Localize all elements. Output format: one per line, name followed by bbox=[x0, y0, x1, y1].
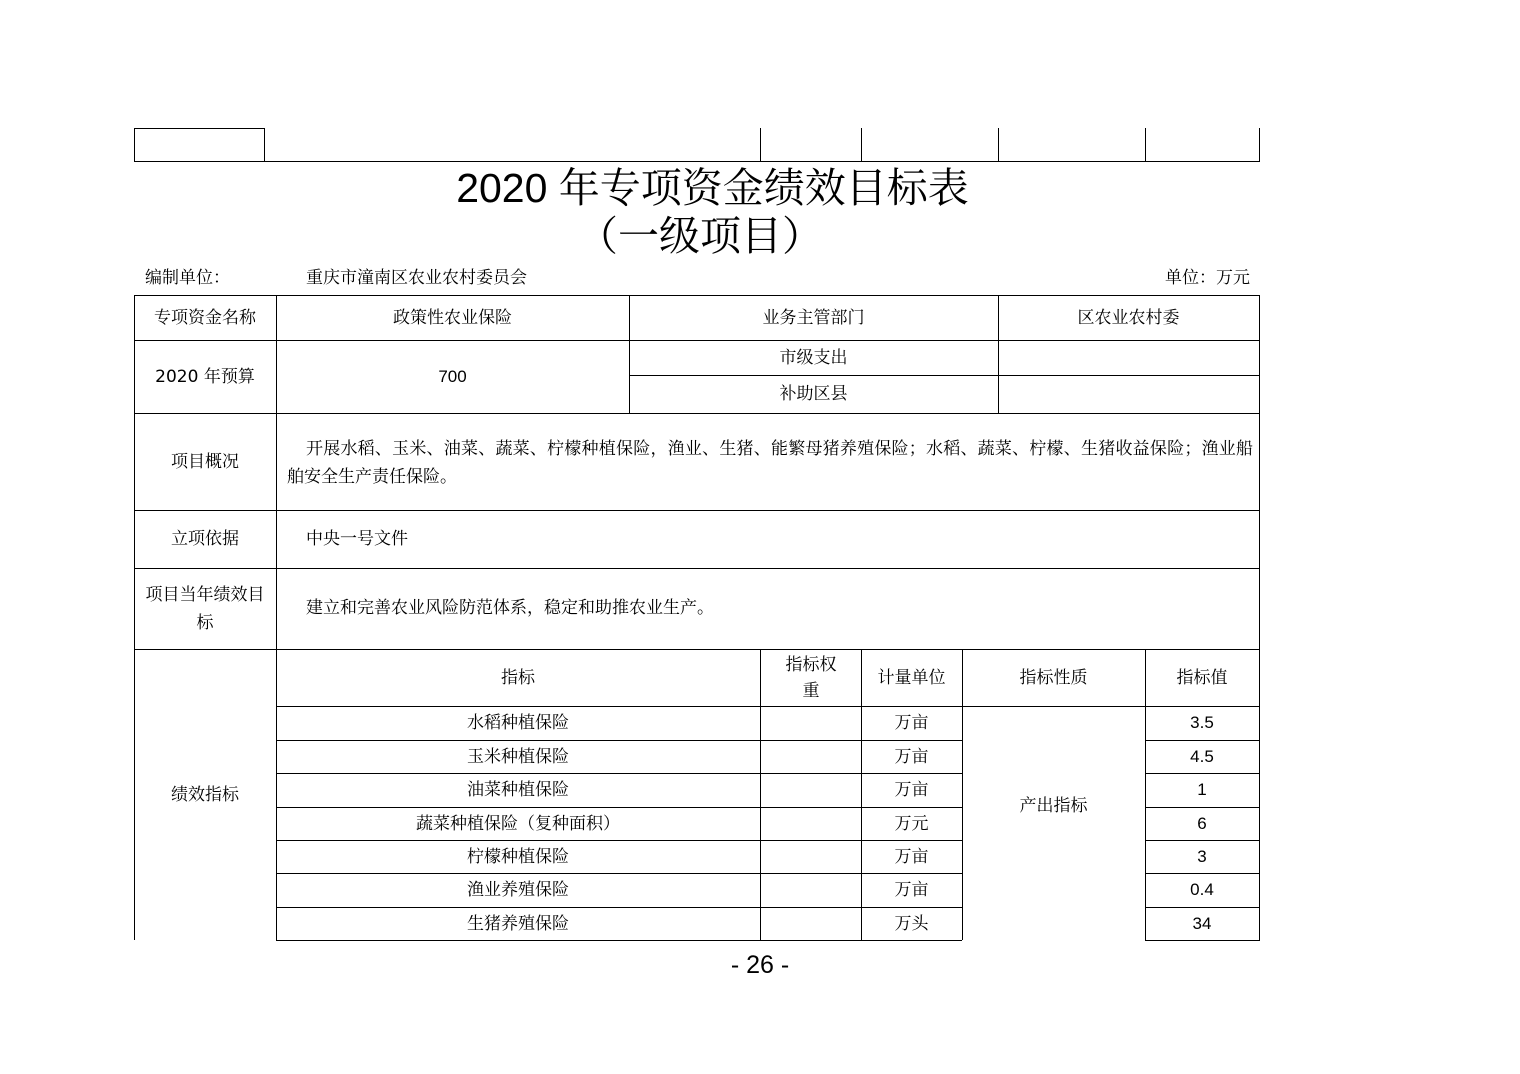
indicator-name: 玉米种植保险 bbox=[467, 746, 569, 767]
indicator-header-nature: 指标性质 bbox=[1019, 667, 1088, 688]
indicator-value: 34 bbox=[1192, 913, 1212, 933]
indicator-unit: 万亩 bbox=[894, 846, 929, 867]
unit-label: 单位：万元 bbox=[1165, 268, 1250, 288]
page-subtitle: （一级项目） bbox=[577, 213, 823, 259]
indicator-weight bbox=[760, 840, 861, 873]
indicator-header-name: 指标 bbox=[501, 667, 535, 688]
indicator-nature-group: 产出指标 bbox=[1019, 796, 1088, 816]
indicator-value: 3 bbox=[1197, 846, 1207, 866]
indicator-value: 3.5 bbox=[1190, 713, 1214, 732]
compiler-label: 编制单位： bbox=[145, 268, 230, 288]
overview-label: 项目概况 bbox=[171, 451, 239, 472]
indicator-unit: 万元 bbox=[894, 813, 929, 834]
dept-value: 区农业农村委 bbox=[1077, 307, 1180, 328]
indicator-weight bbox=[760, 907, 861, 940]
indicator-name: 油菜种植保险 bbox=[467, 780, 569, 800]
fund-name-label: 专项资金名称 bbox=[154, 307, 256, 328]
page-title: 2020 年专项资金绩效目标表 bbox=[456, 165, 969, 211]
county-subsidy-value bbox=[998, 375, 1259, 413]
indicator-header-weight: 指标权重 bbox=[785, 654, 837, 701]
budget-label: 2020 年预算 bbox=[155, 366, 255, 387]
city-expense-value bbox=[998, 340, 1259, 375]
basis-text: 中央一号文件 bbox=[306, 529, 408, 549]
indicator-name: 柠檬种植保险 bbox=[467, 846, 569, 867]
indicator-unit: 万亩 bbox=[894, 880, 929, 900]
fund-name-value: 政策性农业保险 bbox=[393, 307, 512, 328]
basis-label: 立项依据 bbox=[171, 529, 239, 549]
indicator-unit: 万亩 bbox=[894, 746, 929, 767]
indicator-name: 蔬菜种植保险（复种面积） bbox=[416, 813, 620, 834]
indicator-name: 生猪养殖保险 bbox=[467, 913, 569, 934]
county-subsidy-label: 补助区县 bbox=[779, 384, 848, 404]
page-number: - 26 - bbox=[730, 951, 790, 979]
indicator-header-unit: 计量单位 bbox=[877, 667, 946, 688]
indicator-value: 0.4 bbox=[1190, 880, 1214, 899]
indicator-weight bbox=[760, 740, 861, 773]
indicator-value: 1 bbox=[1197, 780, 1207, 799]
indicators-section-label: 绩效指标 bbox=[171, 784, 239, 805]
indicator-value: 4.5 bbox=[1190, 746, 1214, 766]
goal-text: 建立和完善农业风险防范体系，稳定和助推农业生产。 bbox=[306, 598, 714, 618]
dept-label: 业务主管部门 bbox=[762, 307, 865, 328]
indicator-name: 水稻种植保险 bbox=[467, 713, 569, 733]
city-expense-label: 市级支出 bbox=[779, 347, 848, 368]
goal-label: 项目当年绩效目标 bbox=[145, 584, 265, 633]
indicator-weight bbox=[760, 706, 861, 740]
indicator-name: 渔业养殖保险 bbox=[467, 880, 569, 900]
indicator-weight bbox=[760, 773, 861, 807]
indicator-unit: 万亩 bbox=[894, 780, 929, 800]
indicator-unit: 万头 bbox=[894, 913, 929, 934]
indicator-unit: 万亩 bbox=[894, 713, 929, 733]
overview-text: 开展水稻、玉米、油菜、蔬菜、柠檬种植保险，渔业、生猪、能繁母猪养殖保险；水稻、蔬菜、柠檬、生猪收益保险；渔业船舶安全生产责任保险。 bbox=[287, 439, 1253, 487]
indicator-value: 6 bbox=[1197, 813, 1207, 833]
compiler-value: 重庆市潼南区农业农村委员会 bbox=[306, 268, 527, 288]
indicator-weight bbox=[760, 873, 861, 907]
budget-value: 700 bbox=[438, 366, 467, 386]
indicator-weight bbox=[760, 807, 861, 840]
indicator-header-value: 指标值 bbox=[1176, 667, 1228, 688]
